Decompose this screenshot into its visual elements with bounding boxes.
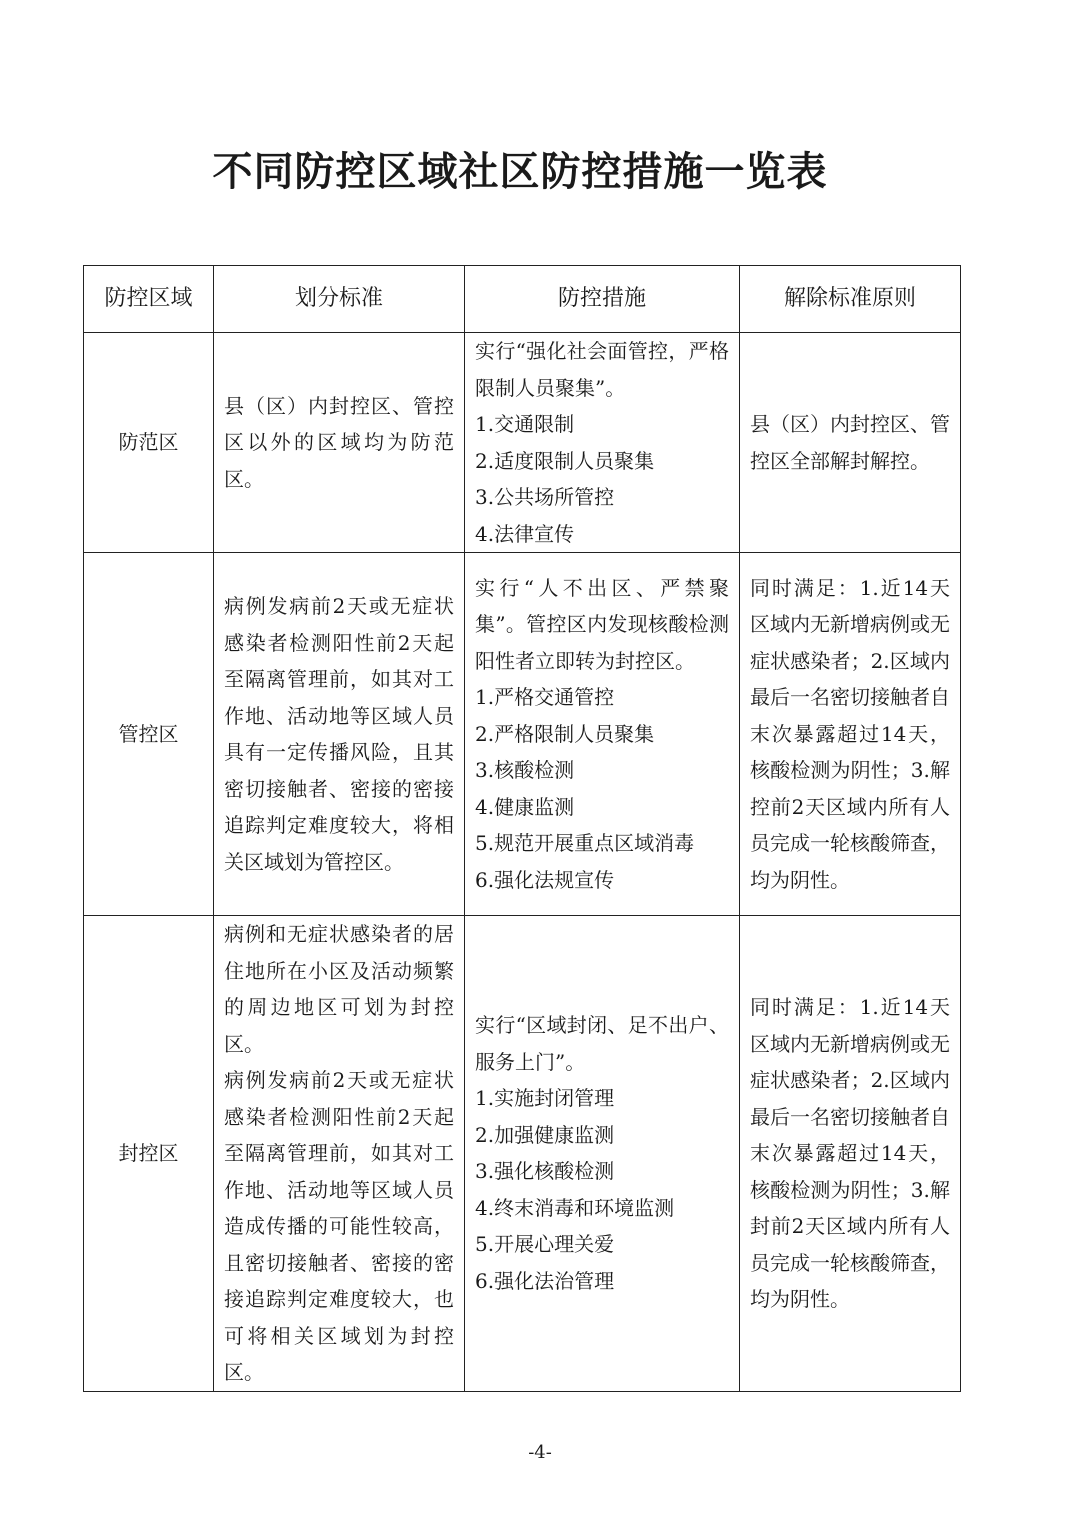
measure-item: 4.终末消毒和环境监测 (475, 1195, 675, 1220)
measures-table (83, 265, 961, 1392)
header-measures: 防控措施 (465, 266, 740, 333)
measures-cell (465, 553, 740, 916)
measure-item: 6.强化法规宣传 (475, 867, 615, 892)
zone-cell: 防范区 (84, 333, 214, 553)
table-header-row (84, 266, 961, 333)
measure-item: 6.强化法治管理 (475, 1268, 615, 1293)
measure-item: 1.实施封闭管理 (475, 1086, 615, 1111)
release-text: 同时满足：1.近14天区域内无新增病例或无症状感染者；2.区域内最后一名密切接触者自末次暴露超过14天，核酸检测为阴性；3.解控前2天区域内所有人员完成一轮核酸筛查，均为阴性。 (750, 575, 950, 892)
table-row (84, 333, 961, 553)
release-text: 县（区）内封控区、管控区全部解封解控。 (750, 412, 950, 473)
table-row (84, 916, 961, 1392)
measure-item: 1.严格交通管控 (475, 685, 615, 710)
measures-cell (465, 333, 740, 553)
measures-cell (465, 916, 740, 1392)
table-row (84, 553, 961, 916)
release-cell (740, 333, 961, 553)
criteria-text: 县（区）内封控区、管控区以外的区域均为防范区。 (224, 393, 454, 491)
header-release: 解除标准原则 (740, 266, 961, 333)
measure-item: 3.强化核酸检测 (475, 1159, 615, 1184)
zone-cell: 封控区 (84, 916, 214, 1392)
measure-item: 4.法律宣传 (475, 521, 575, 546)
header-zone: 防控区域 (84, 266, 214, 333)
criteria-text: 病例和无症状感染者的居住地所在小区及活动频繁的周边地区可划为封控区。 (224, 922, 454, 1056)
measure-item: 5.规范开展重点区域消毒 (475, 831, 695, 856)
zone-cell: 管控区 (84, 553, 214, 916)
page-number: -4- (528, 1442, 552, 1463)
measure-item: 5.开展心理关爱 (475, 1232, 615, 1257)
release-cell (740, 916, 961, 1392)
measures-intro: 实行“区域封闭、足不出户、服务上门”。 (475, 1013, 729, 1074)
measure-item: 1.交通限制 (475, 412, 575, 436)
measure-item: 2.严格限制人员聚集 (475, 721, 655, 746)
measure-item: 2.加强健康监测 (475, 1122, 615, 1147)
header-criteria: 划分标准 (214, 266, 465, 333)
measure-item: 2.适度限制人员聚集 (475, 448, 655, 473)
measures-intro: 实行“强化社会面管控，严格限制人员聚集”。 (475, 339, 729, 400)
release-cell (740, 553, 961, 916)
criteria-cell (214, 916, 465, 1392)
measure-item: 3.核酸检测 (475, 758, 575, 783)
release-text: 同时满足：1.近14天区域内无新增病例或无症状感染者；2.区域内最后一名密切接触者自末次暴露超过14天，核酸检测为阴性；3.解封前2天区域内所有人员完成一轮核酸筛查，均为阴性。 (750, 995, 950, 1311)
measures-intro: 实行“人不出区、严禁聚集”。管控区内发现核酸检测阳性者立即转为封控区。 (475, 575, 729, 673)
document-title: 不同防控区域社区防控措施一览表 (212, 148, 828, 195)
criteria-cell (214, 553, 465, 916)
measure-item: 4.健康监测 (475, 794, 575, 819)
criteria-cell (214, 333, 465, 553)
criteria-text: 病例发病前2天或无症状感染者检测阳性前2天起至隔离管理前，如其对工作地、活动地等区域人员具有一定传播风险，且其密切接触者、密接的密接追踪判定难度较大，将相关区域划为管控区。 (224, 594, 454, 874)
measure-item: 3.公共场所管控 (475, 485, 615, 509)
criteria-text: 病例发病前2天或无症状感染者检测阳性前2天起至隔离管理前，如其对工作地、活动地等区域人员造成传播的可能性较高，且密切接触者、密接的密接追踪判定难度较大，也可将相关区域划为封控区。 (224, 1068, 454, 1384)
